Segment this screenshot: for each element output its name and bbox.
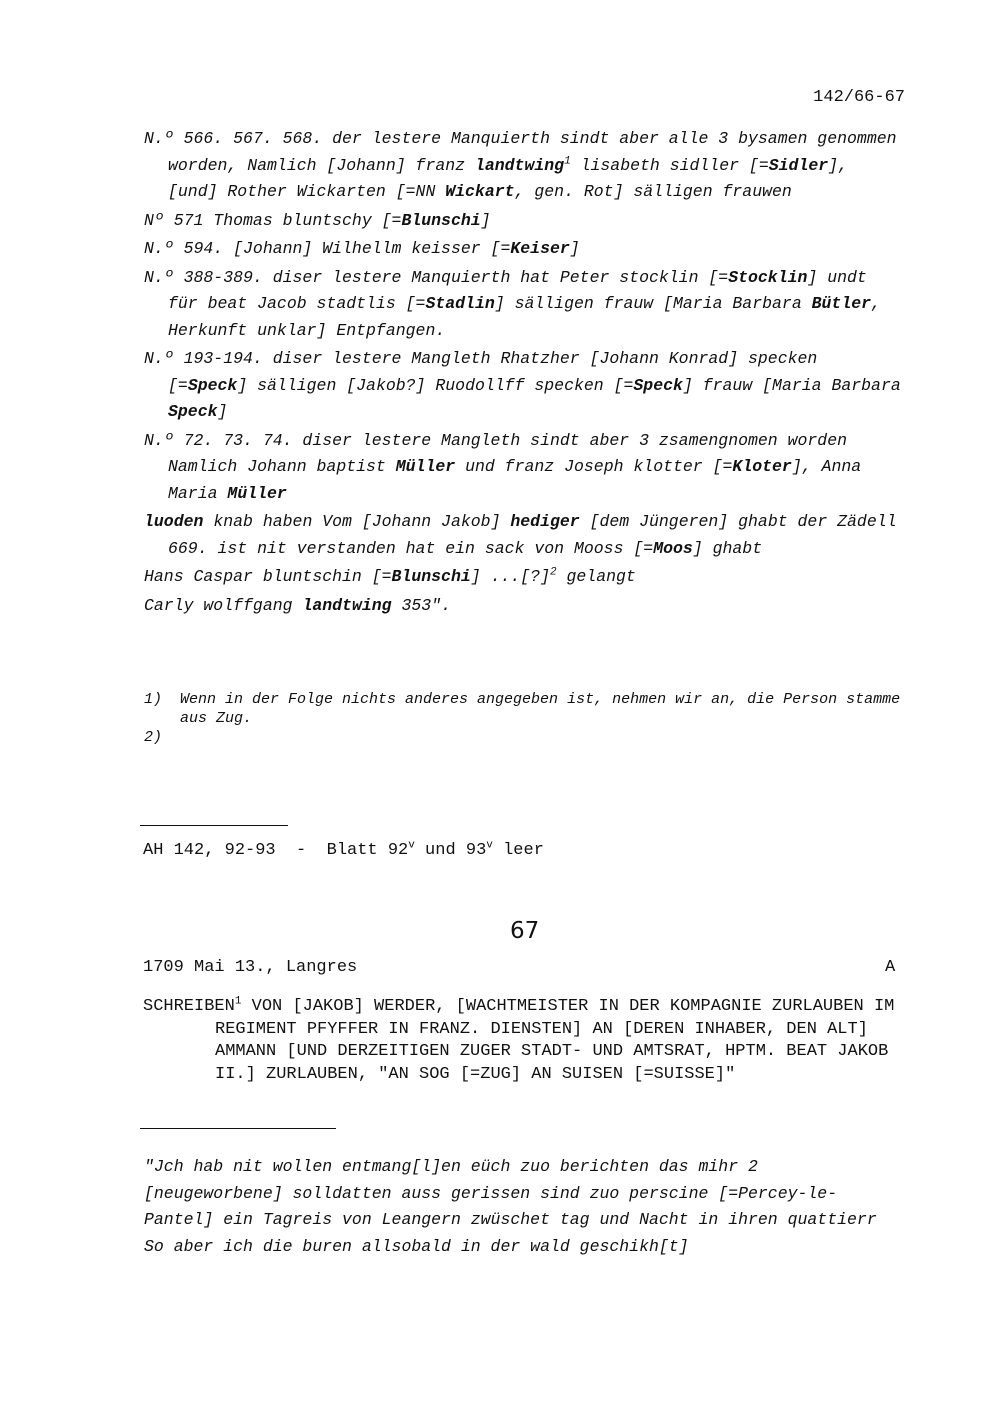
surname: landtwing xyxy=(474,155,565,175)
entry-text: ] xyxy=(480,210,491,230)
entry-text: ] ghabt xyxy=(692,538,763,558)
surname: Kloter xyxy=(732,457,792,476)
surname: hediger xyxy=(510,512,580,531)
document-title xyxy=(143,996,903,1086)
archive-text: AH 142, 92-93 - Blatt 92 xyxy=(143,841,409,860)
footnote-ref: 2 xyxy=(549,566,557,579)
entry-571 xyxy=(144,208,904,235)
entry-566 xyxy=(144,126,904,206)
entry-text: ] xyxy=(569,239,580,258)
transcription-entries xyxy=(144,126,904,621)
entry-text: ] frauw [Maria Barbara xyxy=(682,375,901,395)
entry-text: ] xyxy=(217,402,228,421)
surname: Keiser xyxy=(510,239,570,258)
surname: Sidler xyxy=(768,155,829,175)
entry-bluntschin xyxy=(144,564,904,591)
surname: Moos xyxy=(653,538,693,558)
surname: Speck xyxy=(633,375,683,395)
surname: Speck xyxy=(168,402,218,421)
entry-text: N.º 594. [Johann] Wilhellm keisser [= xyxy=(144,239,511,258)
archive-reference xyxy=(143,841,544,860)
surname: landtwing xyxy=(302,595,392,615)
title-divider xyxy=(140,1128,336,1129)
surname: Müller xyxy=(395,457,456,476)
footnote xyxy=(144,728,904,747)
surname: Blunschi xyxy=(401,210,481,230)
superscript: v xyxy=(408,839,415,852)
section-divider xyxy=(140,825,288,826)
footnotes xyxy=(144,690,904,747)
document-number: 67 xyxy=(510,918,540,944)
entry-text: , gen. Rot] sälligen frauwen xyxy=(514,182,792,201)
page-reference: 142/66-67 xyxy=(813,88,905,107)
entry-text: Nº 571 Thomas bluntschy [= xyxy=(144,210,402,230)
footnote-ref: 1 xyxy=(234,995,242,1008)
entry-text: N.º 388-389. diser lestere Manquierth hat Peter stocklin [= xyxy=(144,267,729,287)
document-letter: A xyxy=(885,958,896,977)
footnote-number: 2) xyxy=(144,729,163,746)
entry-text: N.º 566. 567. 568. der lestere Manquierth sindt aber alle 3 bysamen genommen worden, Namlich [Johann] franz xyxy=(144,129,897,175)
surname: Stocklin xyxy=(728,267,808,287)
surname: Wickart xyxy=(445,182,515,201)
entry-carly xyxy=(144,593,904,620)
entry-594 xyxy=(144,236,904,263)
archive-text: und 93 xyxy=(414,841,487,860)
footnote-number: 1) xyxy=(144,691,163,708)
entry-text: 353". xyxy=(391,595,451,615)
entry-text: [dem Jüngeren] ghabt der Zädell 669. ist nit verstanden hat ein sack von Mooss [= xyxy=(168,512,897,558)
footnote-ref: 1 xyxy=(564,155,571,167)
archive-text: leer xyxy=(492,841,544,860)
entry-luoden xyxy=(144,509,904,562)
entry-text: ] undt für beat Jacob stadtlis [= xyxy=(168,267,867,313)
entry-text: gelangt xyxy=(556,567,636,586)
surname: Bütler xyxy=(811,294,872,313)
entry-text: ] sälligen frauw [Maria Barbara xyxy=(494,294,812,313)
entry-text: und franz Joseph klotter [= xyxy=(455,457,733,476)
footnote-text: Wenn in der Folge nichts anderes angegeben ist, nehmen wir an, die Person stamme aus Zug. xyxy=(180,691,901,727)
entry-text: Carly wolffgang xyxy=(144,595,303,615)
footnote xyxy=(144,690,904,728)
entry-text: N.º 72. 73. 74. diser lestere Mangleth sindt aber 3 zsamengnomen worden Namlich Johann baptist xyxy=(144,430,848,476)
superscript: v xyxy=(486,839,493,852)
title-text: SCHREIBEN xyxy=(143,997,235,1016)
entry-text: ], [und] Rother Wickarten [=NN xyxy=(168,155,848,201)
entry-text: ] sälligen [Jakob?] Ruodollff specken [= xyxy=(237,375,634,395)
surname: Stadlin xyxy=(425,294,495,313)
entry-text: ], Anna Maria xyxy=(168,457,862,503)
surname: Müller xyxy=(227,483,287,503)
surname: Speck xyxy=(187,375,238,395)
document-date: 1709 Mai 13., Langres xyxy=(143,958,358,977)
entry-text: lisabeth sidller [= xyxy=(570,155,769,175)
entry-text: knab haben Vom [Johann Jakob] xyxy=(203,512,511,531)
title-text: VON [JAKOB] WERDER, [WACHTMEISTER IN DER KOMPAGNIE ZURLAUBEN IM REGIMENT PFYFFER IN FRANZ. DIENSTEN] AN [DEREN INHABER, DEN ALT] AMMANN [UND DERZEITIGEN ZUGER STADT- UND AMTSRAT, HPTM. BEAT JAKOB II.] ZURLAUBEN, "AN SOG [=ZUG] AN SUISEN [=SUISSE]" xyxy=(215,997,895,1084)
surname: luoden xyxy=(144,512,204,531)
letter-text: "Jch hab nit wollen entmang[l]en eüch zuo berichten das mihr 2 [neugeworbene] solldatten auss gerissen sind zuo perscine [=Percey-le-Pantel] ein Tagreis von Leangern zwüschet tag und Nacht in ihren quattierr So aber ich die buren allsobald in der wald geschikh[t] xyxy=(144,1157,877,1256)
entry-text: N.º 193-194. diser lestere Mangleth Rhatzher [Johann Konrad] specken [= xyxy=(144,349,818,395)
entry-text: ] ...[?] xyxy=(470,567,550,586)
entry-text: Hans Caspar bluntschin [= xyxy=(144,567,392,586)
entry-388 xyxy=(144,265,904,345)
surname: Blunschi xyxy=(391,567,471,586)
entry-text: , Herkunft unklar] Entpfangen. xyxy=(168,294,881,340)
entry-193 xyxy=(144,346,904,426)
entry-72 xyxy=(144,428,904,508)
